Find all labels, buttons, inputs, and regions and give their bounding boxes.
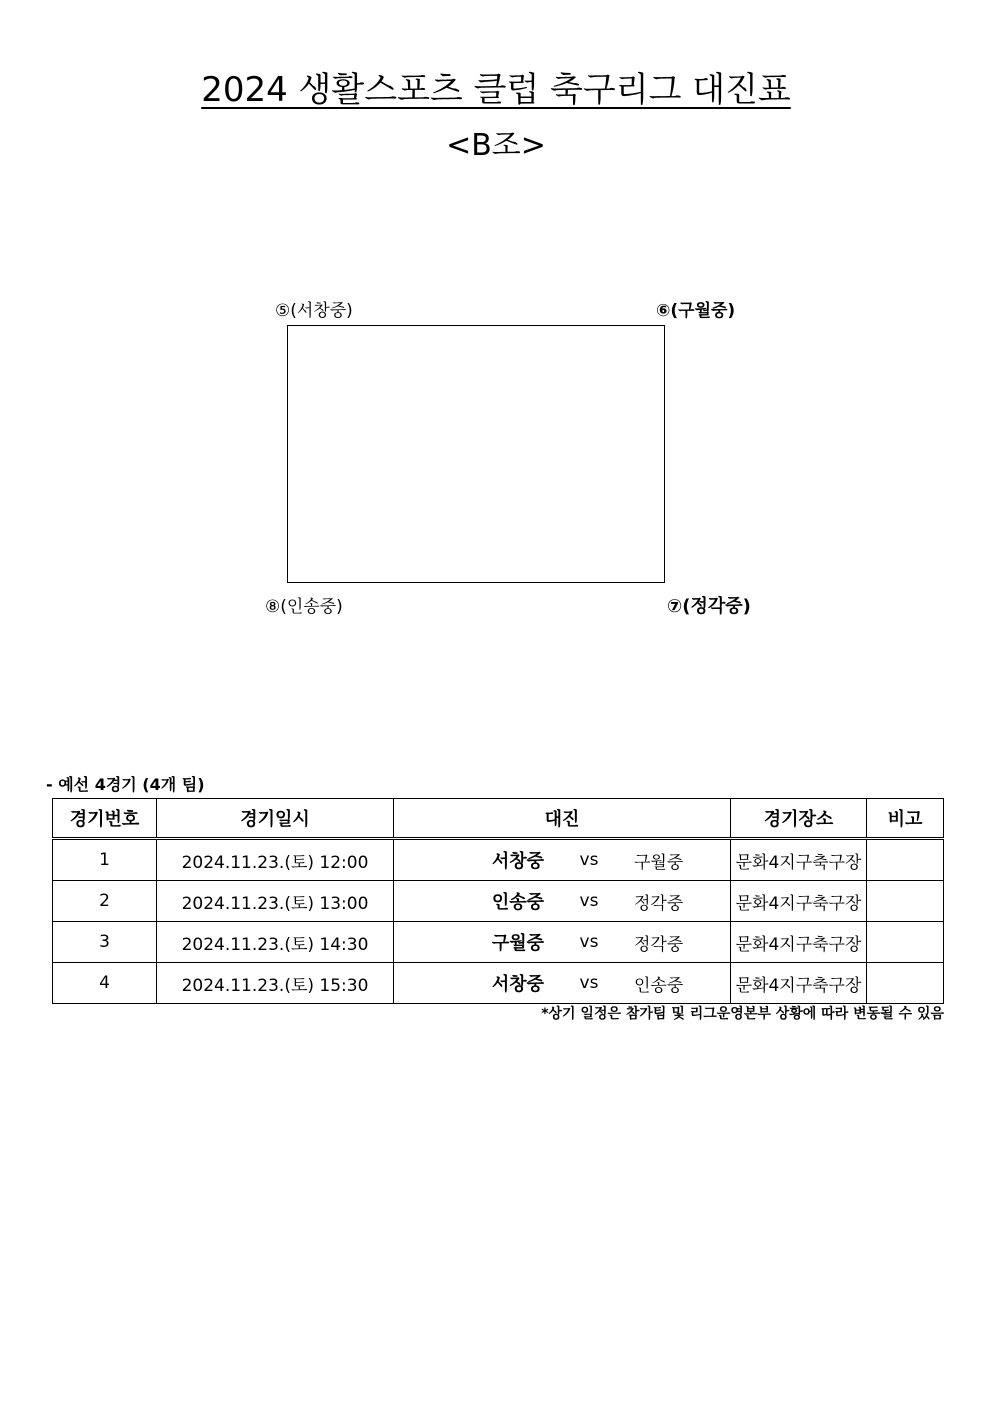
header-datetime: 경기일시 xyxy=(157,799,394,839)
away-team: 구월중 xyxy=(634,852,684,873)
page-title xyxy=(0,66,992,114)
match-number: 2 xyxy=(53,881,157,922)
match-datetime: 2024.11.23.(토) 13:00 xyxy=(157,881,394,922)
header-venue: 경기장소 xyxy=(731,799,867,839)
matchup-cell xyxy=(394,963,731,1004)
matchup-cell xyxy=(394,881,731,922)
vs-label: vs xyxy=(579,973,599,993)
table-row xyxy=(53,922,944,963)
away-team: 정각중 xyxy=(634,934,684,955)
matchup-cell xyxy=(394,839,731,881)
schedule-footnote: *상기 일정은 참가팀 및 리그운영본부 상황에 따라 변동될 수 있음 xyxy=(541,1006,944,1022)
home-team: 인송중 xyxy=(491,892,544,913)
table-row xyxy=(53,963,944,1004)
match-datetime: 2024.11.23.(토) 14:30 xyxy=(157,922,394,963)
header-matchup: 대진 xyxy=(394,799,731,839)
schedule-table xyxy=(52,798,944,1004)
header-number: 경기번호 xyxy=(53,799,157,839)
away-team: 정각중 xyxy=(634,893,684,914)
team-label-top-right: ⑥(구월중) xyxy=(656,301,736,321)
page-title-text: 2024 생활스포츠 클럽 축구리그 대진표 xyxy=(201,70,791,110)
team-label-bottom-right: ⑦(정각중) xyxy=(667,596,751,617)
match-venue: 문화4지구축구장 xyxy=(731,839,867,881)
vs-label: vs xyxy=(579,891,599,911)
matchup-cell xyxy=(394,922,731,963)
match-note xyxy=(867,963,944,1004)
match-note xyxy=(867,881,944,922)
away-team: 인송중 xyxy=(634,975,684,996)
match-number: 3 xyxy=(53,922,157,963)
home-team: 구월중 xyxy=(491,933,544,954)
home-team: 서창중 xyxy=(491,851,544,872)
vs-label: vs xyxy=(579,850,599,870)
vs-label: vs xyxy=(579,932,599,952)
match-venue: 문화4지구축구장 xyxy=(731,922,867,963)
match-note xyxy=(867,839,944,881)
match-datetime: 2024.11.23.(토) 12:00 xyxy=(157,839,394,881)
table-row xyxy=(53,881,944,922)
home-team: 서창중 xyxy=(491,974,544,995)
team-label-bottom-left: ⑧(인송중) xyxy=(265,597,343,617)
group-subtitle: <B조> xyxy=(446,128,546,163)
match-datetime: 2024.11.23.(토) 15:30 xyxy=(157,963,394,1004)
match-number: 1 xyxy=(53,839,157,881)
section-label: - 예선 4경기 (4개 팀) xyxy=(46,775,205,794)
match-note xyxy=(867,922,944,963)
match-number: 4 xyxy=(53,963,157,1004)
table-row xyxy=(53,839,944,881)
match-venue: 문화4지구축구장 xyxy=(731,881,867,922)
header-note: 비고 xyxy=(867,799,944,839)
match-venue: 문화4지구축구장 xyxy=(731,963,867,1004)
table-header-row xyxy=(53,799,944,839)
team-label-top-left: ⑤(서창중) xyxy=(275,301,353,321)
league-diagram-box xyxy=(287,325,665,583)
